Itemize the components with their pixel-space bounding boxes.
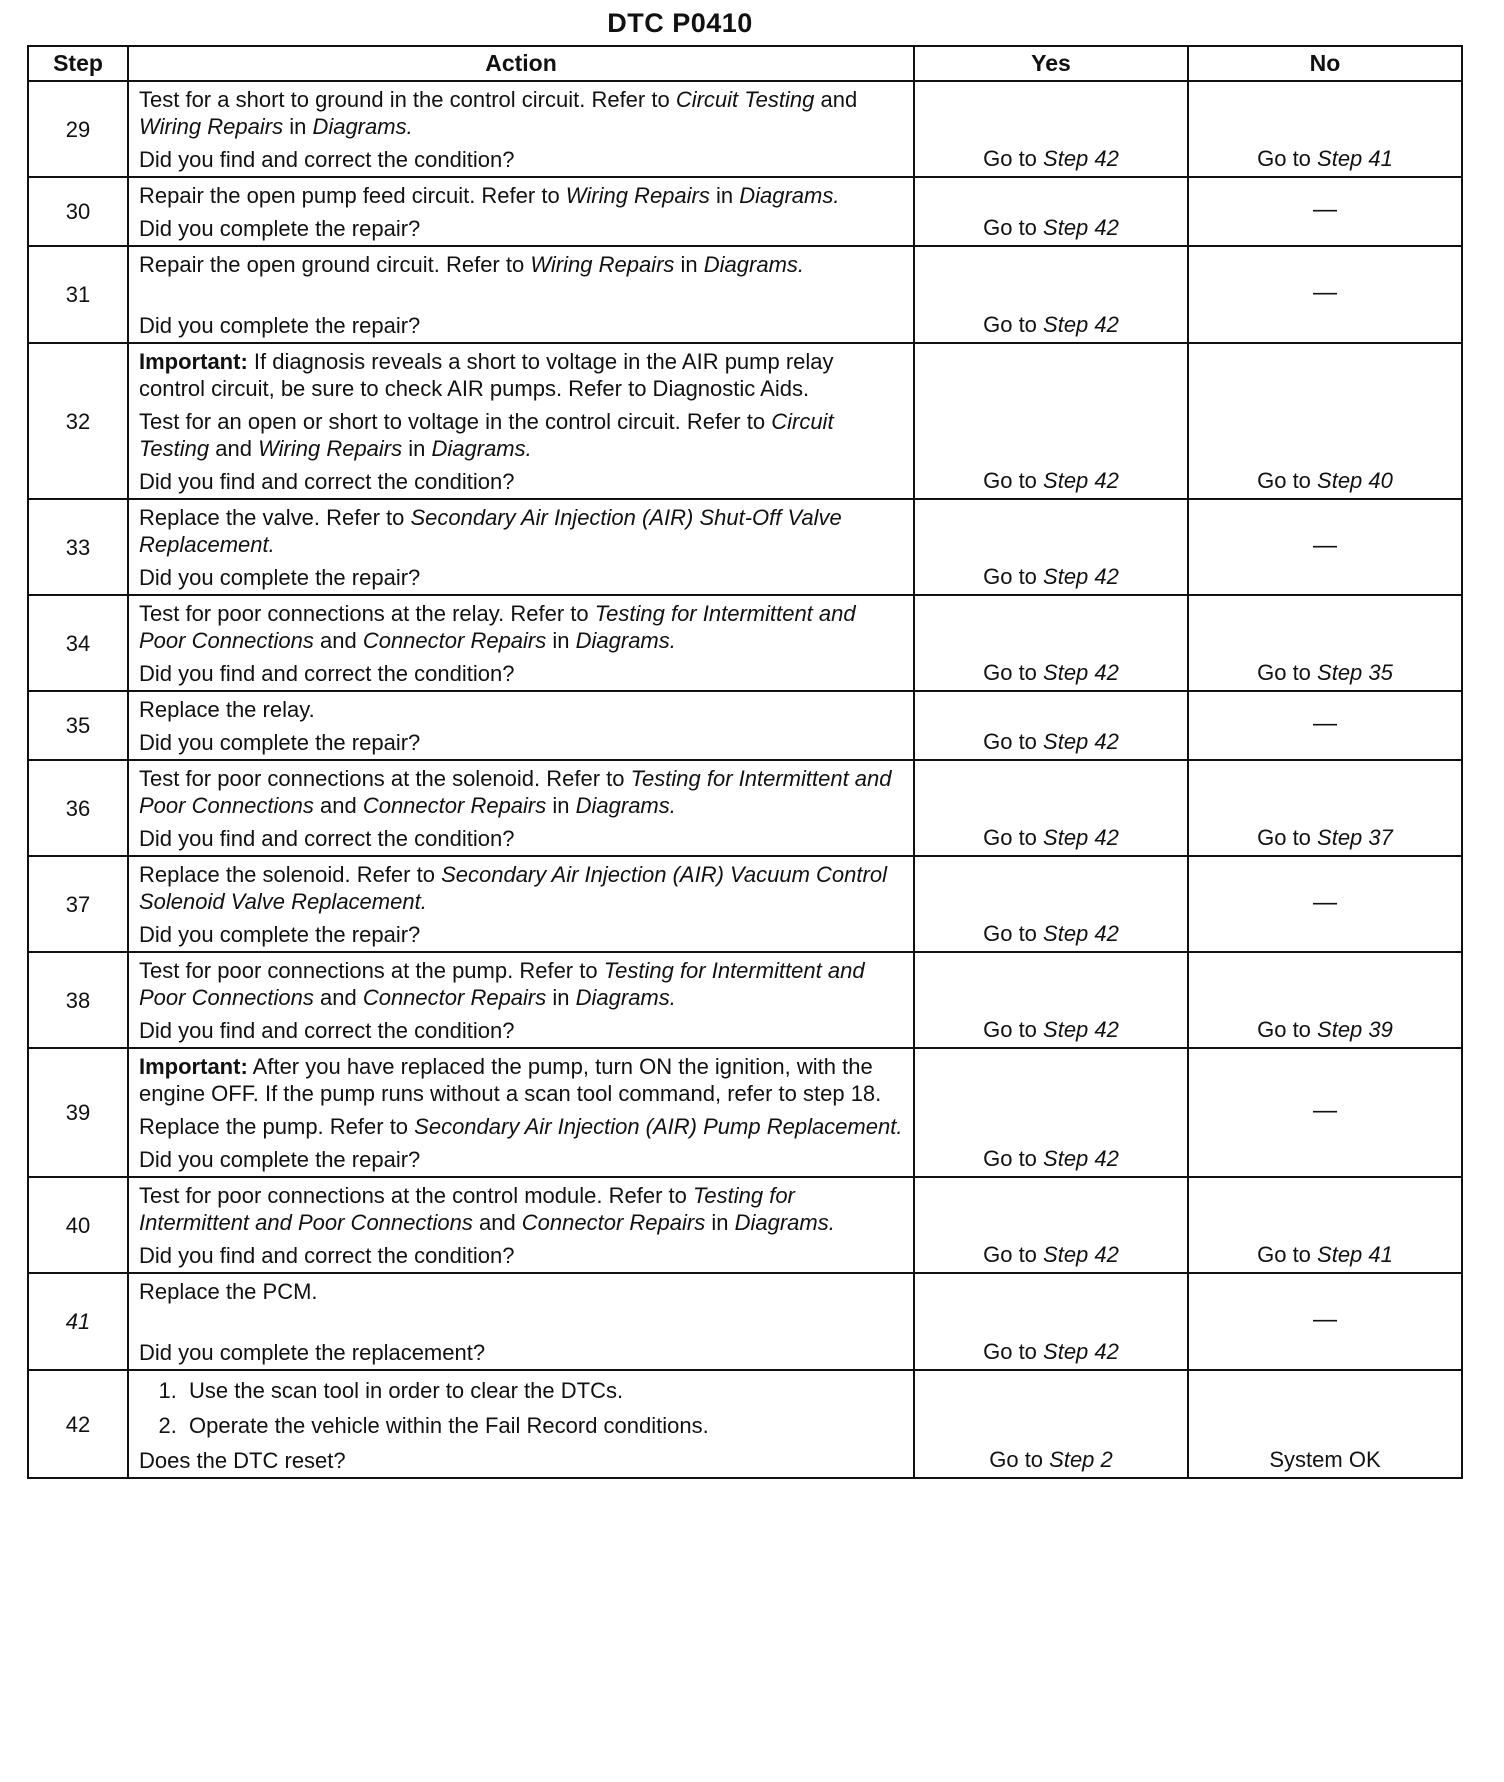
action-paragraph: [139, 957, 903, 1011]
step-number: 37: [28, 856, 128, 952]
step-number: 33: [28, 499, 128, 595]
action-text: Did you complete the replacement?: [139, 1340, 486, 1365]
step-reference: Step 35: [1317, 660, 1393, 685]
no-cell: [1188, 1177, 1462, 1273]
step-reference: Step 42: [1043, 312, 1119, 337]
goto-text: Go to: [989, 1447, 1050, 1472]
action-paragraph: [139, 1278, 903, 1305]
action-cell: [128, 1048, 914, 1177]
reference-text: Connector Repairs: [362, 793, 547, 818]
step-number: 35: [28, 691, 128, 760]
yes-cell: [914, 81, 1188, 177]
step-number: 31: [28, 246, 128, 343]
step-reference: Step 42: [1043, 1017, 1119, 1042]
step-reference: Step 39: [1317, 1017, 1393, 1042]
goto-text: Go to: [1257, 468, 1318, 493]
action-cell: [128, 952, 914, 1048]
step-reference: Step 2: [1049, 1447, 1113, 1472]
dtc-table: [27, 45, 1463, 1479]
action-text: Test for poor connections at the pump. Refer to: [139, 958, 604, 983]
goto-text: Go to: [983, 729, 1044, 754]
yes-cell: [914, 952, 1188, 1048]
action-cell: [128, 81, 914, 177]
step-number: 34: [28, 595, 128, 691]
goto-text: Go to: [983, 1339, 1044, 1364]
step-number: 30: [28, 177, 128, 246]
yes-cell: [914, 1273, 1188, 1370]
action-text: and: [313, 985, 363, 1010]
action-list-item: 1. Use the scan tool in order to clear the DTCs.: [183, 1377, 903, 1404]
step-number: 39: [28, 1048, 128, 1177]
step-reference: Step 42: [1043, 1242, 1119, 1267]
step-reference: Step 37: [1317, 825, 1393, 850]
important-label: Important:: [139, 1054, 248, 1079]
reference-text: Secondary Air Injection (AIR) Shut-Off Valve Replacement.: [139, 505, 842, 557]
step-reference: Step 42: [1043, 921, 1119, 946]
action-paragraph: [139, 825, 903, 852]
action-cell: [128, 343, 914, 499]
action-text: and: [313, 793, 363, 818]
table-row: [28, 81, 1462, 177]
goto-text: Go to: [983, 1146, 1044, 1171]
action-text: Test for an open or short to voltage in the control circuit. Refer to: [139, 409, 772, 434]
action-text: in: [402, 436, 432, 461]
action-text: Replace the pump. Refer to: [139, 1114, 415, 1139]
action-text: and: [814, 87, 858, 112]
action-paragraph: [139, 251, 903, 278]
action-text: Test for poor connections at the relay. Refer to: [139, 601, 595, 626]
action-paragraph: [139, 1182, 903, 1236]
no-cell: [1188, 952, 1462, 1048]
action-text: Did you find and correct the condition?: [139, 1018, 515, 1043]
action-spacer: [139, 278, 903, 312]
action-text: and: [209, 436, 259, 461]
action-text: in: [546, 985, 576, 1010]
header-row: [28, 46, 1462, 81]
goto-text: Go to: [1257, 1017, 1318, 1042]
step-reference: Step 42: [1043, 825, 1119, 850]
header-no: No: [1188, 46, 1462, 81]
action-text: Does the DTC reset?: [139, 1448, 346, 1473]
reference-text: Testing for Intermittent and Poor Connections: [139, 766, 892, 818]
action-text: Did you complete the repair?: [139, 313, 421, 338]
action-cell: [128, 760, 914, 856]
table-row: [28, 856, 1462, 952]
goto-text: Go to: [1257, 660, 1318, 685]
no-cell: [1188, 81, 1462, 177]
reference-text: Wiring Repairs: [258, 436, 403, 461]
action-text: Did you complete the repair?: [139, 216, 421, 241]
action-text: If diagnosis reveals a short to voltage in the AIR pump relay control circuit, be sure to check AIR pumps. Refer to Diagnostic Aids.: [139, 349, 834, 401]
table-row: [28, 1048, 1462, 1177]
step-reference: Step 42: [1043, 468, 1119, 493]
action-text: Test for poor connections at the control module. Refer to: [139, 1183, 693, 1208]
important-label: Important:: [139, 349, 248, 374]
action-paragraph: [139, 1017, 903, 1044]
action-paragraph: [139, 696, 903, 723]
action-cell: [128, 1370, 914, 1478]
no-cell: [1188, 760, 1462, 856]
action-paragraph: [139, 564, 903, 591]
goto-text: Go to: [1257, 825, 1318, 850]
reference-text: Secondary Air Injection (AIR) Pump Replacement.: [414, 1114, 903, 1139]
step-reference: Step 42: [1043, 146, 1119, 171]
reference-text: Diagrams.: [739, 183, 840, 208]
action-text: and: [472, 1210, 522, 1235]
no-cell: [1188, 1370, 1462, 1478]
action-text: Did you complete the repair?: [139, 922, 421, 947]
step-reference: Step 41: [1317, 146, 1393, 171]
no-cell: [1188, 343, 1462, 499]
action-paragraph: [139, 660, 903, 687]
goto-text: Go to: [983, 1242, 1044, 1267]
no-cell: [1188, 246, 1462, 343]
action-paragraph: [139, 146, 903, 173]
reference-text: Wiring Repairs: [530, 252, 675, 277]
no-cell: [1188, 177, 1462, 246]
action-spacer: [139, 1305, 903, 1339]
action-text: Did you complete the repair?: [139, 730, 421, 755]
goto-text: Go to: [983, 1017, 1044, 1042]
action-text: Test for a short to ground in the control circuit. Refer to: [139, 87, 676, 112]
action-paragraph: [139, 729, 903, 756]
goto-text: Go to: [983, 215, 1044, 240]
action-list: [139, 1377, 903, 1439]
action-text: in: [705, 1210, 735, 1235]
goto-text: Go to: [983, 921, 1044, 946]
yes-cell: [914, 691, 1188, 760]
action-paragraph: [139, 468, 903, 495]
no-cell: [1188, 856, 1462, 952]
no-cell: [1188, 1273, 1462, 1370]
reference-text: Testing for Intermittent and Poor Connections: [139, 601, 856, 653]
reference-text: Testing for Intermittent and Poor Connections: [139, 1183, 795, 1235]
action-cell: [128, 595, 914, 691]
action-paragraph: [139, 408, 903, 462]
reference-text: Diagrams.: [575, 985, 676, 1010]
reference-text: Wiring Repairs: [139, 114, 284, 139]
step-reference: Step 42: [1043, 1146, 1119, 1171]
header-action: Action: [128, 46, 914, 81]
action-paragraph: [139, 1053, 903, 1107]
no-cell: [1188, 595, 1462, 691]
goto-text: Go to: [1257, 146, 1318, 171]
action-text: Test for poor connections at the solenoid. Refer to: [139, 766, 631, 791]
no-cell: [1188, 1048, 1462, 1177]
action-text: Repair the open pump feed circuit. Refer to: [139, 183, 566, 208]
action-paragraph: [139, 1146, 903, 1173]
step-reference: Step 42: [1043, 564, 1119, 589]
action-cell: [128, 1177, 914, 1273]
yes-cell: [914, 760, 1188, 856]
step-number: 42: [28, 1370, 128, 1478]
action-text: Did you find and correct the condition?: [139, 147, 515, 172]
yes-cell: [914, 595, 1188, 691]
step-reference: Step 42: [1043, 1339, 1119, 1364]
action-text: Did you find and correct the condition?: [139, 661, 515, 686]
table-row: [28, 343, 1462, 499]
step-reference: Step 42: [1043, 215, 1119, 240]
table-row: [28, 246, 1462, 343]
action-paragraph: [139, 861, 903, 915]
yes-cell: [914, 177, 1188, 246]
action-text: Replace the PCM.: [139, 1279, 318, 1304]
action-paragraph: [139, 312, 903, 339]
reference-text: Diagrams.: [575, 793, 676, 818]
table-row: [28, 177, 1462, 246]
no-dash: —: [1313, 279, 1337, 306]
reference-text: Diagrams.: [312, 114, 413, 139]
yes-cell: [914, 1370, 1188, 1478]
action-text: Replace the valve. Refer to: [139, 505, 411, 530]
step-reference: Step 42: [1043, 729, 1119, 754]
step-number: 40: [28, 1177, 128, 1273]
action-cell: [128, 246, 914, 343]
goto-text: Go to: [1257, 1242, 1318, 1267]
table-row: [28, 952, 1462, 1048]
reference-text: Diagrams.: [575, 628, 676, 653]
goto-text: Go to: [983, 146, 1044, 171]
step-number: 38: [28, 952, 128, 1048]
table-row: [28, 1370, 1462, 1478]
step-number: 36: [28, 760, 128, 856]
goto-text: Go to: [983, 312, 1044, 337]
header-yes: Yes: [914, 46, 1188, 81]
reference-text: Circuit Testing: [139, 409, 834, 461]
reference-text: Circuit Testing: [675, 87, 815, 112]
no-dash: —: [1313, 1097, 1337, 1124]
step-reference: Step 40: [1317, 468, 1393, 493]
action-paragraph: [139, 765, 903, 819]
no-text: System OK: [1269, 1447, 1381, 1472]
no-dash: —: [1313, 1306, 1337, 1333]
goto-text: Go to: [983, 468, 1044, 493]
action-text: in: [546, 628, 576, 653]
reference-text: Secondary Air Injection (AIR) Vacuum Control Solenoid Valve Replacement.: [139, 862, 887, 914]
yes-cell: [914, 856, 1188, 952]
action-cell: [128, 691, 914, 760]
yes-cell: [914, 343, 1188, 499]
step-reference: Step 41: [1317, 1242, 1393, 1267]
yes-cell: [914, 246, 1188, 343]
document-title: DTC P0410: [607, 8, 753, 38]
reference-text: Connector Repairs: [362, 628, 547, 653]
table-row: [28, 499, 1462, 595]
yes-cell: [914, 1177, 1188, 1273]
step-reference: Step 42: [1043, 660, 1119, 685]
action-cell: [128, 177, 914, 246]
no-dash: —: [1313, 888, 1337, 916]
action-cell: [128, 499, 914, 595]
step-number: 41: [28, 1273, 128, 1370]
table-row: [28, 595, 1462, 691]
action-paragraph: [139, 600, 903, 654]
action-paragraph: [139, 215, 903, 242]
action-text: Replace the solenoid. Refer to: [139, 862, 442, 887]
goto-text: Go to: [983, 825, 1044, 850]
action-paragraph: [139, 1113, 903, 1140]
table-body: [28, 81, 1462, 1478]
action-text: in: [546, 793, 576, 818]
reference-text: Diagrams.: [431, 436, 532, 461]
reference-text: Wiring Repairs: [565, 183, 710, 208]
action-text: Did you find and correct the condition?: [139, 1243, 515, 1268]
step-number: 29: [28, 81, 128, 177]
action-cell: [128, 856, 914, 952]
action-text: Did you complete the repair?: [139, 565, 421, 590]
table-row: [28, 760, 1462, 856]
action-paragraph: [139, 182, 903, 209]
action-paragraph: [139, 1242, 903, 1269]
action-text: and: [313, 628, 363, 653]
no-cell: [1188, 691, 1462, 760]
action-text: in: [674, 252, 704, 277]
action-list-item: 2. Operate the vehicle within the Fail Record conditions.: [183, 1412, 903, 1439]
yes-cell: [914, 499, 1188, 595]
action-paragraph: [139, 348, 903, 402]
no-dash: —: [1313, 710, 1337, 737]
action-paragraph: [139, 1339, 903, 1366]
table-row: [28, 691, 1462, 760]
goto-text: Go to: [983, 660, 1044, 685]
goto-text: Go to: [983, 564, 1044, 589]
yes-cell: [914, 1048, 1188, 1177]
action-text: Did you complete the repair?: [139, 1147, 421, 1172]
header-step: Step: [28, 46, 128, 81]
action-cell: [128, 1273, 914, 1370]
action-text: Did you find and correct the condition?: [139, 826, 515, 851]
action-paragraph: [139, 504, 903, 558]
action-paragraph: [139, 921, 903, 948]
table-row: [28, 1273, 1462, 1370]
action-text: Did you find and correct the condition?: [139, 469, 515, 494]
step-number: 32: [28, 343, 128, 499]
action-paragraph: [139, 86, 903, 140]
reference-text: Connector Repairs: [521, 1210, 706, 1235]
reference-text: Diagrams.: [703, 252, 805, 277]
no-dash: —: [1313, 196, 1337, 223]
action-text: After you have replaced the pump, turn ON the ignition, with the engine OFF. If the pump runs without a scan tool command, refer to step 18.: [139, 1054, 882, 1106]
table-row: [28, 1177, 1462, 1273]
no-cell: [1188, 499, 1462, 595]
reference-text: Testing for Intermittent and Poor Connections: [139, 958, 865, 1010]
action-text: in: [283, 114, 313, 139]
action-paragraph: [139, 1447, 903, 1474]
reference-text: Connector Repairs: [362, 985, 547, 1010]
no-dash: —: [1313, 531, 1337, 559]
action-text: in: [709, 183, 740, 208]
reference-text: Diagrams.: [734, 1210, 835, 1235]
action-text: Repair the open ground circuit. Refer to: [139, 252, 531, 277]
action-text: Replace the relay.: [139, 697, 315, 722]
